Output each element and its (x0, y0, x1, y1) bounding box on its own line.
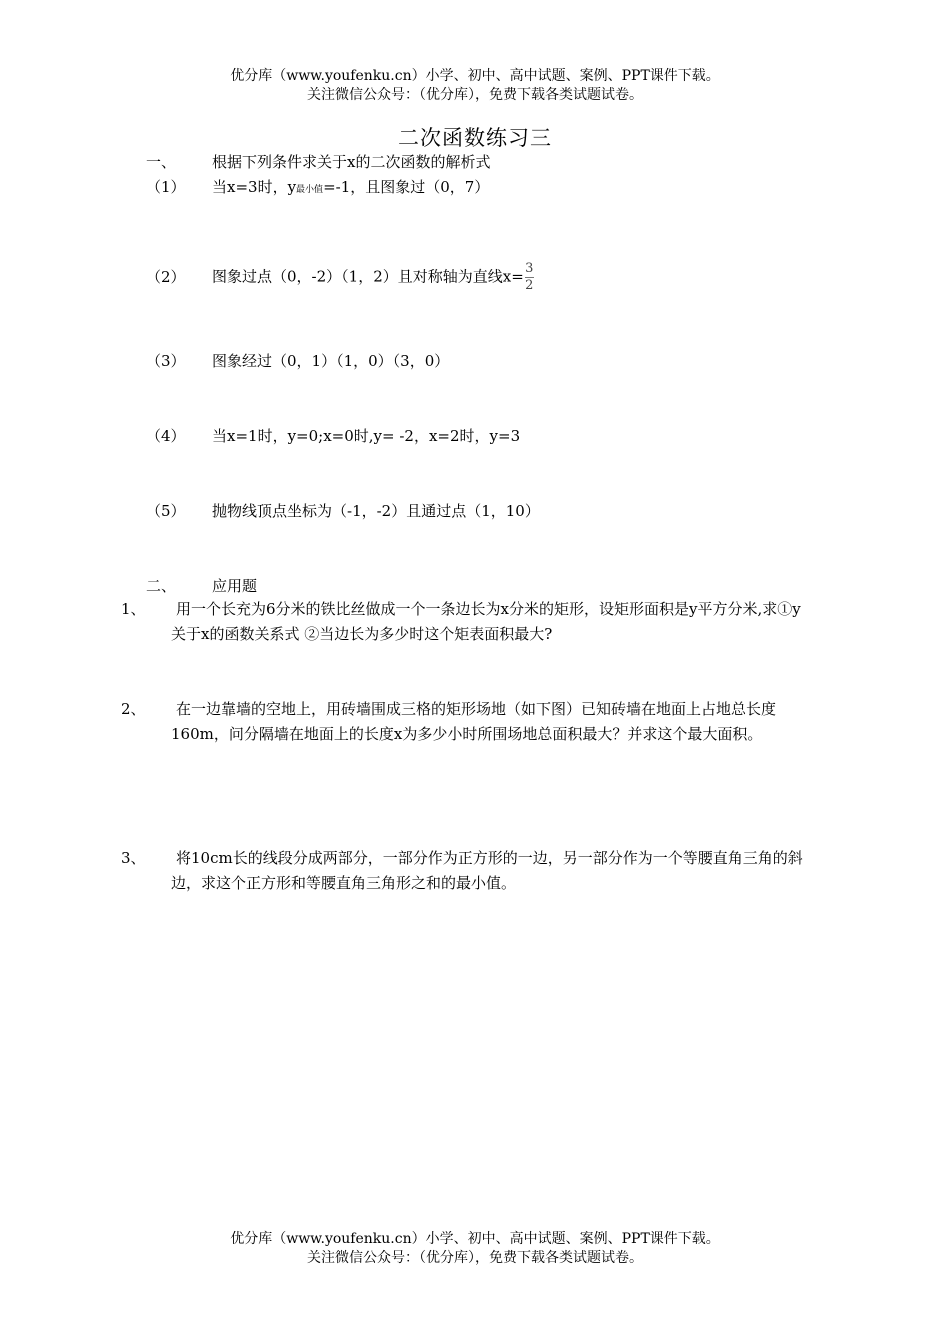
question-4 (146, 426, 520, 446)
question-number: （1） (146, 178, 186, 196)
problem-text: 将10cm长的线段分成两部分，一部分作为正方形的一边，另一部分作为一个等腰直角三角的斜边，求这个正方形和等腰直角三角形之和的最小值。 (171, 849, 803, 892)
header-line-1: 优分库（www.youfenku.cn）小学、初中、高中试题、案例、PPT课件下载。 (230, 68, 720, 84)
section-2-title: 应用题 (212, 577, 258, 595)
question-1 (146, 177, 489, 200)
section-1-number: 一、 (146, 153, 177, 171)
question-2 (146, 261, 534, 294)
question-text: 图象过点（0，-2）（1，2）且对称轴为直线x= (212, 267, 524, 286)
question-5 (146, 501, 540, 521)
question-text: 当x=1时，y=0;x=0时,y= -2，x=2时，y=3 (212, 427, 521, 445)
fraction (525, 261, 534, 294)
problem-number: 1、 (121, 600, 146, 618)
section-2-heading (146, 576, 257, 596)
footer-line-2: 关注微信公众号：（优分库），免费下载各类试题试卷。 (307, 1250, 643, 1266)
fraction-numerator: 3 (525, 261, 534, 276)
problem-text: 在一边靠墙的空地上，用砖墙围成三格的矩形场地（如下图）已知砖墙在地面上占地总长度160m，问分隔墙在地面上的长度x为多少小时所围场地总面积最大？并求这个最大面积。 (171, 700, 777, 743)
page-title: 二次函数练习三 (398, 126, 552, 150)
problem-2 (121, 697, 810, 747)
question-3 (146, 351, 449, 371)
section-1-title: 根据下列条件求关于x的二次函数的解析式 (212, 153, 491, 171)
problem-3 (121, 846, 810, 896)
fraction-denominator: 2 (525, 278, 534, 293)
question-text: 图象经过（0，1）（1，0）（3，0） (212, 352, 450, 370)
problem-text: 用一个长充为6分米的铁比丝做成一个一条边长为x分米的矩形，设矩形面积是y平方分米,求①y关于x的函数关系式 ②当边长为多少时这个矩表面积最大? (171, 600, 801, 643)
question-number: （3） (146, 352, 186, 370)
section-2-number: 二、 (146, 577, 177, 595)
question-text-pre: 当x=3时，y (212, 178, 297, 196)
question-text: 抛物线顶点坐标为（-1，-2）且通过点（1，10） (212, 502, 540, 520)
problem-number: 3、 (121, 849, 146, 867)
question-subscript: 最小值 (296, 185, 324, 195)
question-number: （5） (146, 502, 186, 520)
section-1-heading (146, 152, 490, 172)
question-text-post: =-1，且图象过（0，7） (323, 178, 490, 196)
header-line-2: 关注微信公众号：（优分库），免费下载各类试题试卷。 (307, 87, 643, 103)
question-number: （4） (146, 427, 186, 445)
footer-line-1: 优分库（www.youfenku.cn）小学、初中、高中试题、案例、PPT课件下载。 (230, 1231, 720, 1247)
question-number: （2） (146, 267, 186, 286)
problem-1 (121, 597, 810, 647)
problem-number: 2、 (121, 700, 146, 718)
